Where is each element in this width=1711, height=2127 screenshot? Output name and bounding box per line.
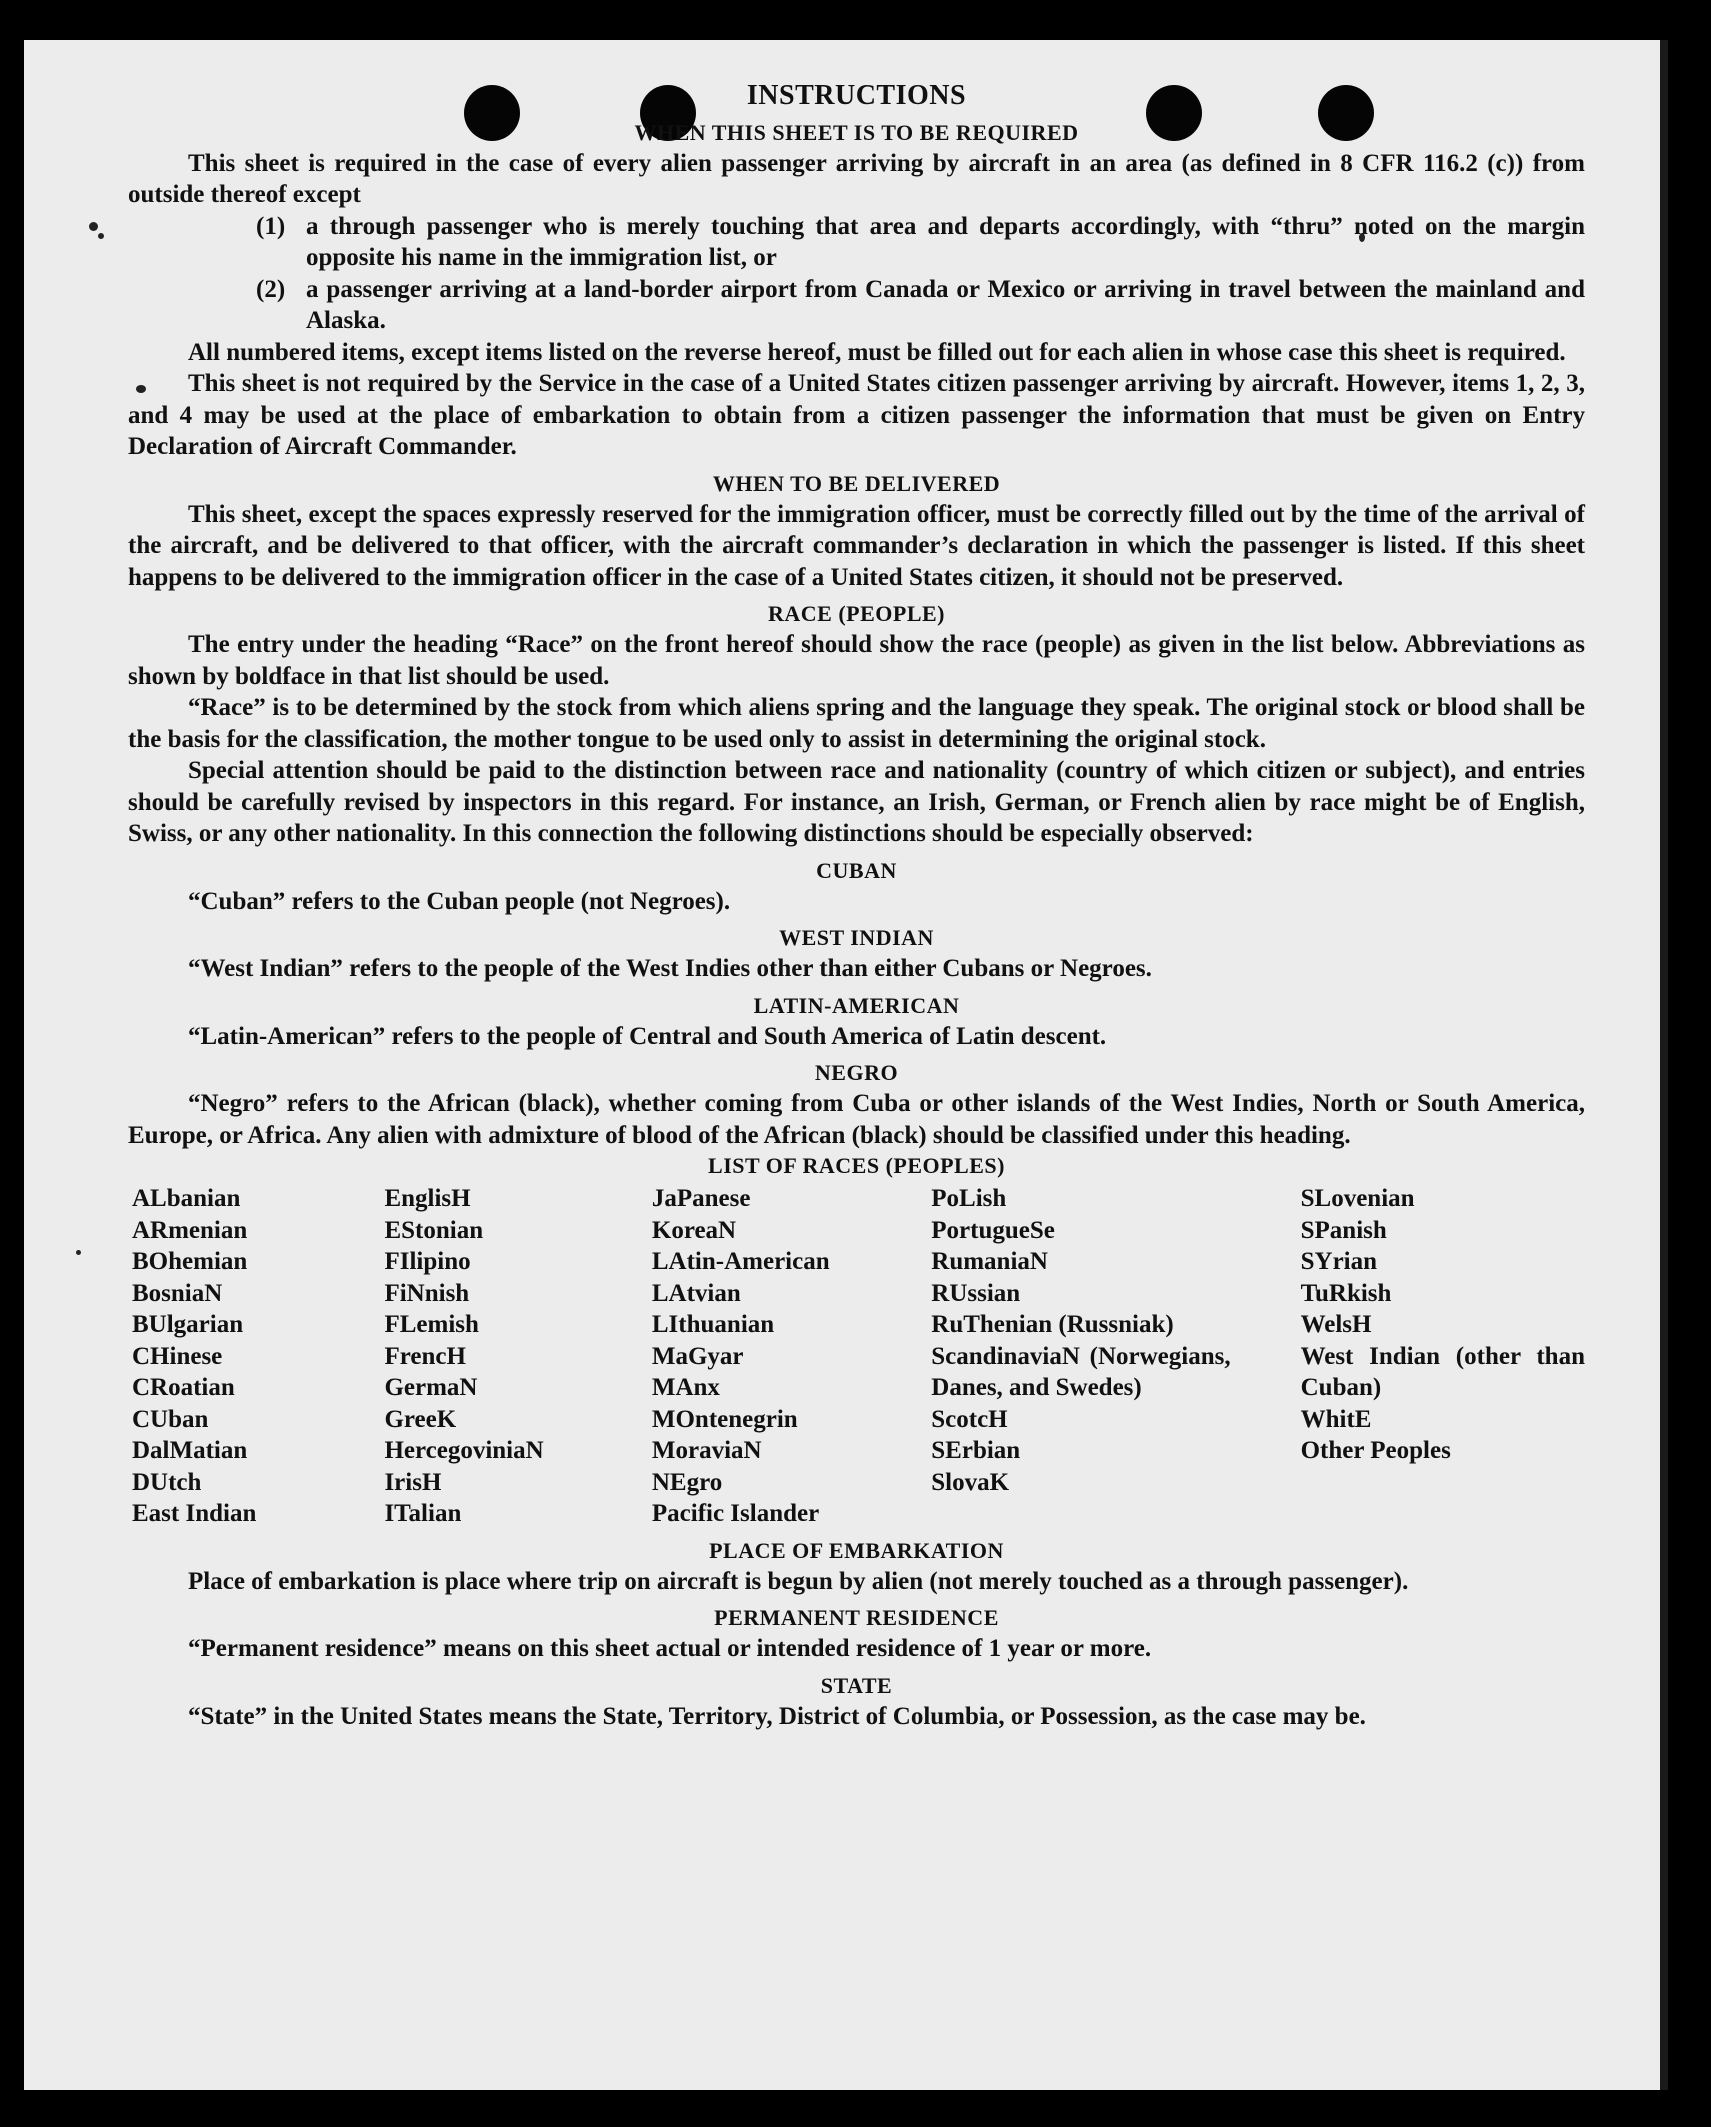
- race-entry: SlovaK: [931, 1468, 1010, 1496]
- paragraph: “West Indian” refers to the people of the West Indies other than either Cubans or Negroes.: [188, 955, 1152, 982]
- race-entry: SErbian: [931, 1437, 1021, 1464]
- race-entry: BUlgarian: [132, 1311, 244, 1338]
- paragraph: This sheet is required in the case of every alien passenger arriving by aircraft in an area (as defined in 8 CFR 116.2 (c)) from outside thereof except: [128, 149, 1585, 208]
- race-entry: ScotcH: [931, 1405, 1008, 1433]
- paragraph: Special attention should be paid to the distinction between race and nationality (country of which citizen or subject), and entries should be carefully revised by inspectors in this regard. For instance, an Irish, German, or French alien by race might be of English, Swiss, or any other nationality. In this connection the following distinctions should be especially observed:: [128, 757, 1585, 847]
- race-entry: RumaniaN: [931, 1248, 1048, 1275]
- race-entry: BosniaN: [132, 1279, 223, 1307]
- section-heading-permanent-residence: PERMANENT RESIDENCE: [714, 1605, 999, 1630]
- item-text: a passenger arriving at a land-border airport from Canada or Mexico or arriving in travel between the mainland and Alaska.: [306, 275, 1585, 334]
- race-entry: ScandinaviaN (Norwegians, Danes, and Swedes): [931, 1342, 1231, 1401]
- section-heading-embarkation: PLACE OF EMBARKATION: [709, 1537, 1004, 1563]
- race-entry: ARmenian: [132, 1216, 248, 1244]
- section-heading-west-indian: WEST INDIAN: [779, 925, 934, 950]
- paragraph: The entry under the heading “Race” on the front hereof should show the race (people) as given in the list below. Abbreviations as shown by boldface in that list should be used.: [128, 631, 1585, 690]
- ink-speck: [98, 233, 104, 239]
- race-entry: EnglisH: [384, 1185, 471, 1212]
- section-heading-negro: NEGRO: [814, 1060, 899, 1085]
- race-entry: CUban: [132, 1405, 209, 1433]
- race-entry: MaGyar: [651, 1342, 744, 1370]
- race-entry: WelsH: [1300, 1311, 1372, 1338]
- race-entry: WhitE: [1300, 1405, 1372, 1433]
- section-heading-state: STATE: [820, 1672, 893, 1698]
- race-entry: FLemish: [384, 1311, 479, 1338]
- race-entry: SPanish: [1300, 1216, 1387, 1244]
- race-entry: JaPanese: [651, 1185, 751, 1212]
- race-entry: Pacific Islander: [651, 1500, 820, 1527]
- race-entry: RUssian: [931, 1279, 1021, 1307]
- item-number: (2): [256, 275, 286, 303]
- section-heading-race: RACE (PEOPLE): [768, 601, 945, 626]
- race-entry: West Indian (other than Cuban): [1300, 1342, 1585, 1401]
- ink-speck: [89, 222, 98, 231]
- race-entry: GermaN: [384, 1374, 478, 1401]
- ink-speck: [76, 1250, 81, 1255]
- paragraph: “State” in the United States means the State, Territory, District of Columbia, or Possession, as the case may be.: [188, 1702, 1366, 1730]
- paragraph: Place of embarkation is place where trip on aircraft is begun by alien (not merely touched as a through passenger).: [188, 1567, 1409, 1595]
- race-entry: DalMatian: [132, 1437, 248, 1464]
- race-entry: CRoatian: [132, 1374, 235, 1401]
- race-entry: East Indian: [132, 1500, 257, 1527]
- race-entry: NEgro: [651, 1468, 723, 1496]
- race-entry: Other Peoples: [1300, 1437, 1451, 1464]
- page-title: INSTRUCTIONS: [746, 80, 967, 111]
- race-entry: LAtvian: [651, 1279, 741, 1307]
- race-entry: PortugueSe: [931, 1216, 1055, 1244]
- race-entry: ITalian: [384, 1500, 462, 1527]
- section-heading-list-of-races: LIST OF RACES (PEOPLES): [708, 1153, 1005, 1178]
- race-entry: TuRkish: [1300, 1279, 1392, 1307]
- race-entry: ALbanian: [132, 1185, 241, 1212]
- race-entry: RuThenian (Russniak): [931, 1311, 1174, 1338]
- paragraph: All numbered items, except items listed on the reverse hereof, must be filled out for each alien in whose case this sheet is required.: [188, 338, 1566, 366]
- race-entry: DUtch: [132, 1468, 202, 1496]
- race-entry: LAtin-American: [651, 1248, 830, 1275]
- numbered-item: [128, 211, 1585, 274]
- instructions-content: [128, 78, 1585, 1732]
- race-entry: HercegoviniaN: [384, 1437, 544, 1464]
- section-heading-when-delivered: WHEN TO BE DELIVERED: [712, 470, 1001, 496]
- races-column: [384, 1183, 651, 1530]
- item-text: a through passenger who is merely touching that area and departs accordingly, with “thru” noted on the margin opposite his name in the immigration list, or: [306, 212, 1585, 271]
- races-column: [128, 1183, 384, 1530]
- race-entry: MoraviaN: [651, 1437, 762, 1464]
- section-heading-latin-american: LATIN-AMERICAN: [753, 992, 960, 1018]
- section-heading-cuban: CUBAN: [816, 857, 897, 883]
- races-list: [128, 1183, 1585, 1530]
- race-entry: FIlipino: [384, 1248, 471, 1275]
- paragraph: “Negro” refers to the African (black), whether coming from Cuba or other islands of the West Indies, North or South America, Europe, or Africa. Any alien with admixture of blood of the African (black) should be classified under this heading.: [128, 1090, 1585, 1149]
- race-entry: IrisH: [384, 1468, 442, 1496]
- race-entry: LIthuanian: [651, 1311, 775, 1338]
- races-column: [931, 1183, 1230, 1530]
- races-column: [1231, 1183, 1585, 1530]
- paragraph: This sheet, except the spaces expressly reserved for the immigration officer, must be correctly filled out by the time of the arrival of the aircraft, and be delivered to that officer, with the aircraft commander’s declaration in which the passenger is listed. If this sheet happens to be delivered to the immigration officer in the case of a United States citizen, it should not be preserved.: [128, 500, 1585, 591]
- race-entry: SLovenian: [1300, 1185, 1415, 1212]
- race-entry: MOntenegrin: [651, 1405, 798, 1433]
- item-number: (1): [256, 212, 286, 240]
- race-entry: FrencH: [384, 1342, 466, 1370]
- race-entry: EStonian: [384, 1216, 484, 1244]
- paragraph: “Race” is to be determined by the stock from which aliens spring and the language they speak. The original stock or blood shall be the basis for the classification, the mother tongue to be used only to assist in determining the original stock.: [128, 694, 1585, 753]
- races-column: [652, 1183, 931, 1530]
- race-entry: SYrian: [1300, 1248, 1378, 1275]
- paragraph: “Latin-American” refers to the people of Central and South America of Latin descent.: [188, 1022, 1107, 1050]
- race-entry: CHinese: [132, 1342, 223, 1370]
- race-entry: MAnx: [651, 1374, 720, 1401]
- race-entry: FiNnish: [384, 1279, 470, 1307]
- race-entry: PoLish: [931, 1185, 1007, 1212]
- paragraph: “Permanent residence” means on this sheet actual or intended residence of 1 year or more.: [188, 1635, 1152, 1662]
- race-entry: GreeK: [384, 1405, 457, 1433]
- paragraph: “Cuban” refers to the Cuban people (not Negroes).: [188, 887, 731, 915]
- race-entry: BOhemian: [132, 1248, 248, 1275]
- section-heading-when-required: WHEN THIS SHEET IS TO BE REQUIRED: [634, 119, 1079, 145]
- numbered-item: [128, 274, 1585, 337]
- paragraph: This sheet is not required by the Service in the case of a United States citizen passenger arriving by aircraft. However, items 1, 2, 3, and 4 may be used at the place of embarkation to obtain from a citizen passenger the information that must be given on Entry Declaration of Aircraft Commander.: [128, 370, 1585, 460]
- race-entry: KoreaN: [651, 1216, 737, 1244]
